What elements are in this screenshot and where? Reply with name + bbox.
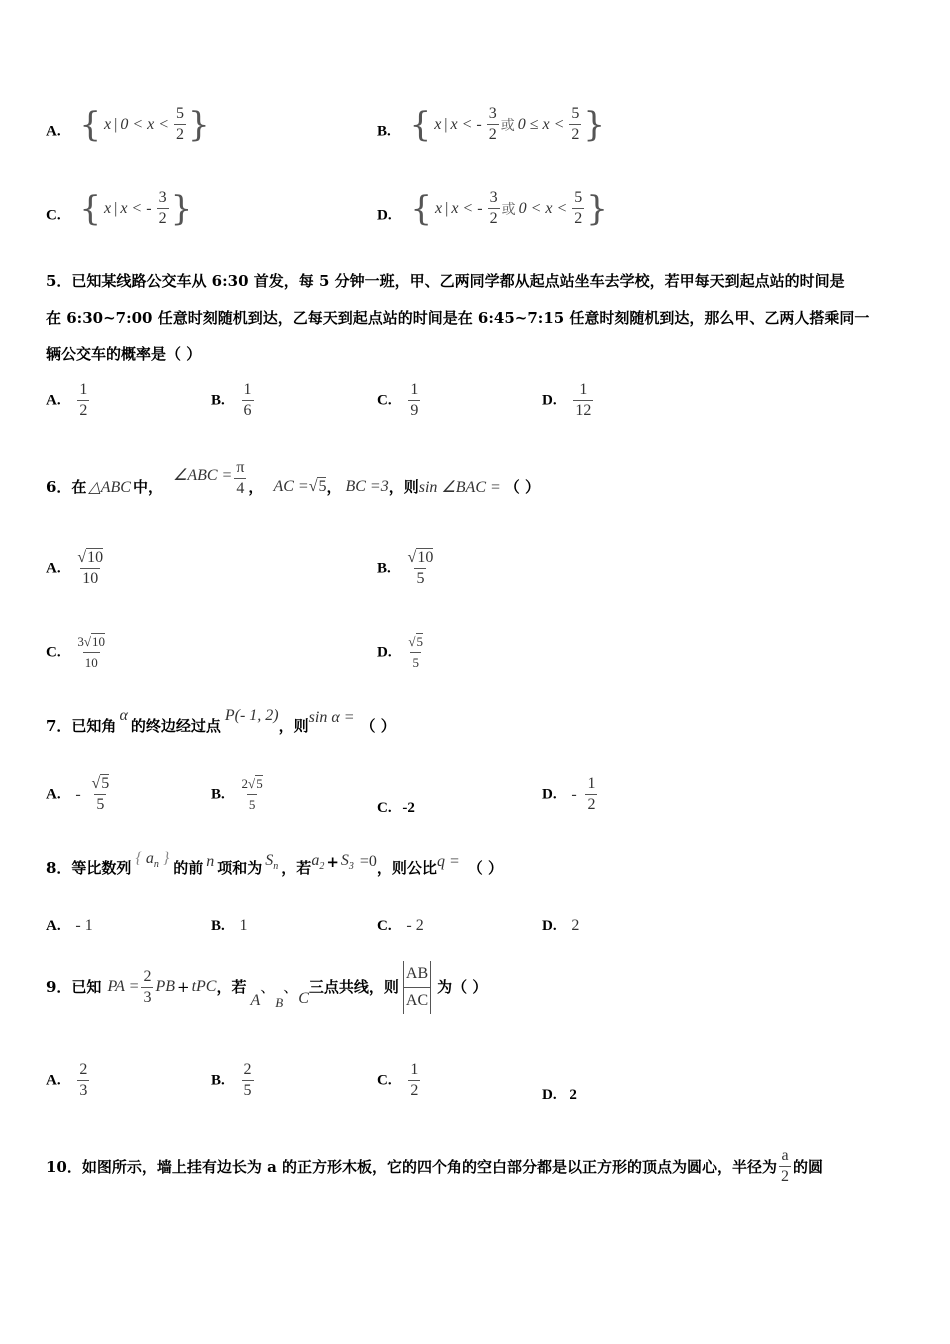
option-label: D. — [377, 207, 392, 224]
option-label: B. — [211, 918, 225, 934]
q7-option-a[interactable]: A. - $\frac{√5}{5}$ — [46, 775, 110, 813]
q6-stem: 6．在 △ABC 中， ∠ABC = $\frac{\pi}{4}$ ， AC = √5 ， BC =3 ，则 sin ∠BAC = （ ） — [46, 459, 541, 497]
q10-stem: 10．如图所示，墙上挂有边长为 a 的正方形木板，它的四个角的空白部分都是以正方形的顶点为圆心，半径为 $\frac{a}{2}$ 的圆 — [46, 1147, 824, 1185]
option-label: C. — [377, 1072, 392, 1089]
q5-option-c[interactable]: C. $\frac{1}{9}$ — [377, 381, 419, 419]
q8-option-c[interactable]: C. - 2 — [377, 917, 424, 934]
q4-option-d[interactable] — [377, 188, 608, 229]
option-label: A. — [46, 123, 61, 140]
option-label: D. — [377, 644, 392, 661]
option-label: B. — [211, 786, 225, 803]
option-label: B. — [377, 560, 391, 577]
q9-option-b[interactable]: B. $\frac{2}{5}$ — [211, 1061, 252, 1099]
q7-option-d[interactable]: D. - $\frac{1}{2}$ — [542, 775, 596, 813]
q8-option-d[interactable]: D. 2 — [542, 917, 580, 934]
q4-option-b[interactable] — [377, 104, 605, 145]
set-expression: { x | x < - $\frac{3}{2}$ 或 0 < x < $\frac{5}{2}$ } — [410, 188, 608, 229]
q9-stem: 9．已知 PA = $\frac{2}{3}$ PB + tPC ，若 A 、 B 、 C 三点共线，则 $\frac{AB}{AC}$ 为（ ） — [46, 952, 487, 1022]
q6-option-a[interactable]: A. $\frac{√10}{10}$ — [46, 549, 104, 587]
option-label: C. — [377, 918, 392, 934]
q5-stem-line3: 辆公交车的概率是（ ） — [46, 345, 202, 363]
option-label: C. — [377, 392, 392, 409]
option-label: A. — [46, 1072, 61, 1089]
option-label: A. — [46, 560, 61, 577]
q7-option-c[interactable]: C. -2 — [377, 800, 415, 816]
option-label: C. — [46, 644, 61, 661]
q4-option-a[interactable] — [46, 104, 210, 145]
option-label: C. — [377, 800, 392, 816]
q6-option-d[interactable]: D. $\frac{√5}{5}$ — [377, 632, 427, 673]
set-expression: { x | 0 < x < $\frac{5}{2}$ } — [79, 104, 210, 145]
option-label: B. — [211, 1072, 225, 1089]
option-label: C. — [46, 207, 61, 224]
q9-option-a[interactable]: A. $\frac{2}{3}$ — [46, 1061, 88, 1099]
q8-stem: 8．等比数列 { $a_n$ } 的前 n 项和为 $S_n$ ，若 $a_2$ + $S_3$ =0 ，则公比 q = （ ） — [46, 850, 503, 878]
q8-option-a[interactable]: A. - 1 — [46, 917, 93, 934]
q9-option-d[interactable]: D. 2 — [542, 1087, 577, 1103]
q5-stem-line2: 在 6:30~7:00 任意时刻随机到达，乙每天到起点站的时间是在 6:45~7:15 任意时刻随机到达，那么甲、乙两人搭乘同一 — [46, 309, 870, 327]
option-label: A. — [46, 392, 61, 409]
q7-stem: 7．已知角 α 的终边经过点 P(- 1, 2) ，则 sin α = （ ） — [46, 707, 396, 735]
q4-option-c[interactable] — [46, 188, 192, 229]
q5-option-d[interactable]: D. $\frac{1}{12}$ — [542, 381, 592, 419]
q8-option-b[interactable]: B. 1 — [211, 917, 248, 934]
q6-option-c[interactable]: C. $\frac{3√10}{10}$ — [46, 632, 109, 673]
q5-option-a[interactable]: A. $\frac{1}{2}$ — [46, 381, 88, 419]
q6-option-b[interactable]: B. $\frac{√10}{5}$ — [377, 549, 434, 587]
option-label: D. — [542, 1087, 557, 1103]
q7-option-b[interactable]: B. $\frac{2√5}{5}$ — [211, 774, 267, 815]
set-expression: { x | x < - $\frac{3}{2}$ } — [79, 188, 193, 229]
option-label: D. — [542, 392, 557, 409]
option-label: B. — [377, 123, 391, 140]
option-label: D. — [542, 918, 557, 934]
q9-option-c[interactable]: C. $\frac{1}{2}$ — [377, 1061, 419, 1099]
q5-stem-line1: 5．已知某线路公交车从 6:30 首发，每 5 分钟一班，甲、乙两同学都从起点站坐车去学校，若甲每天到起点站的时间是 — [46, 272, 845, 290]
option-label: A. — [46, 918, 61, 934]
option-label: A. — [46, 786, 61, 803]
option-label: D. — [542, 786, 557, 803]
set-expression: { x | x < - $\frac{3}{2}$ 或 0 ≤ x < $\frac{5}{2}$ } — [409, 104, 606, 145]
q5-option-b[interactable]: B. $\frac{1}{6}$ — [211, 381, 252, 419]
option-label: B. — [211, 392, 225, 409]
